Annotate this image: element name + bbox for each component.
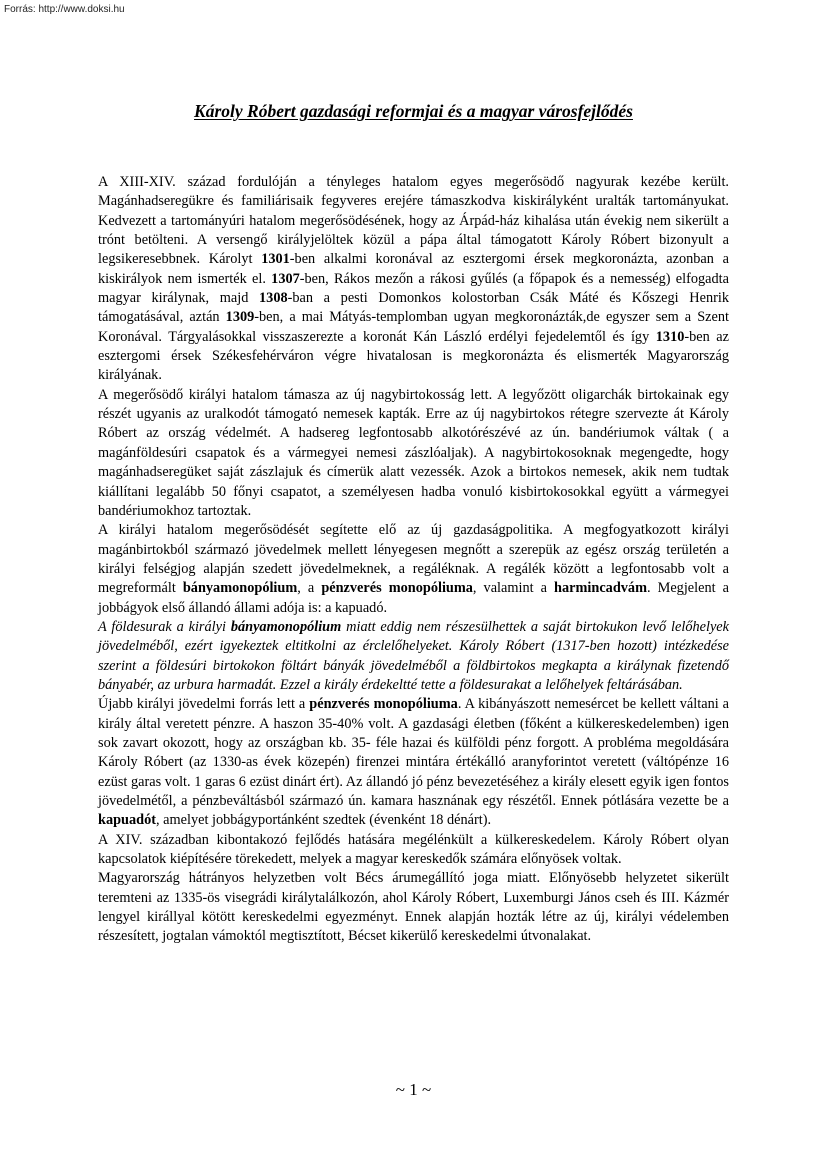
paragraph — [98, 173, 729, 386]
paragraph — [98, 695, 729, 830]
term-penzveres-monopoliuma: pénzverés monopóliuma — [321, 580, 473, 597]
text-run: -ben alkalmi koronával az esztergomi érsek megkoronázta, azonban a kiskirályok nem ismerték el. — [98, 251, 729, 287]
year-1308: 1308 — [259, 290, 288, 307]
paragraph — [98, 521, 729, 618]
text-run: A földesurak a királyi — [98, 618, 231, 635]
text-run: , amelyet jobbágyportánként szedtek (évenként 18 dénárt). — [156, 812, 492, 829]
text-run: -ban a pesti Domonkos kolostorban Csák Máté és Kőszegi Henrik támogatásával, aztán — [98, 290, 729, 326]
text-run: -ben, a mai Mátyás-templomban ugyan megkoronázták,de egyszer sem a Szent Koronával. Tárgyalásokkal visszaszerezte a koronát Kán László erdélyi fejedelemtől és így — [98, 309, 729, 345]
text-run: A XIV. században kibontakozó fejlődés hatására megélénkült a külkereskedelem. Károly Róbert olyan kapcsolatok kiépítésére törekedett, melyek a magyar kereskedők számára előnyösek voltak. — [98, 831, 729, 868]
text-run: Újabb királyi jövedelmi forrás lett a — [98, 696, 310, 713]
text-run: , a — [297, 580, 322, 597]
paragraph — [98, 386, 729, 521]
paragraph-italic — [98, 618, 729, 695]
text-run: A megerősödő királyi hatalom támasza az új nagybirtokosság lett. A legyőzött oligarchák birtokainak egy részét ugyanis az uralkodót támogató nemesek kapták. Erre az új nagybirtokos rétegre szervezte át Károly Róbert az ország védelmét. A hadsereg legfontosabb alkotórészévé az ún. bandériumok váltak ( a magánföldesúri csapatok és a vármegyei nemesi zászlóaljak). A nagybirtokosoknak megengedte, hogy magánhadseregüket saját zászlajuk és címerük alatt vezessék. Azok a birtokos nemesek, akik nem tudtak kiállítani legalább 50 főnyi csapatot, a személyesen hadba vonuló kisbirtokosokkal együtt a vármegyei bandériumokhoz tartoztak. — [98, 386, 729, 519]
page-number: ~ 1 ~ — [395, 1080, 432, 1099]
term-harmincadvam: harmincadvám — [554, 580, 647, 597]
text-run: -ben az esztergomi érsek Székesfehérváron végre hivatalosan is megkoronázta és elismerték Magyarország királyának. — [98, 328, 729, 384]
text-run: -ben, Rákos mezőn a rákosi gyűlés (a főpapok és a nemesség) elfogadta magyar királynak, majd — [98, 270, 729, 307]
text-run: . Megjelent a jobbágyok első állandó állami adója is: a kapuadó. — [98, 580, 729, 616]
term-banyamonopolium: bányamonopólium — [182, 580, 298, 597]
term-kapuado: kapuadót — [98, 812, 157, 829]
paragraph — [98, 831, 729, 870]
text-run: A XIII-XIV. század fordulóján a tényleges hatalom egyes megerősödő nagyurak kezébe került. Magánhadseregükre és familiárisaik fegyveres erejére támaszkodva kiskirályként uralták tartományukat. Kedvezett a tartományúri hatalom megerősödésének, hogy az Árpád-ház kihalása után évekig nem sikerült a trónt betölteni. A versengő királyjelöltek közül a pápa által támogatott Károly Róbert bizonyult a legsikeresebbnek. Károlyt — [98, 174, 729, 268]
year-1301: 1301 — [261, 251, 290, 268]
document-body — [98, 173, 729, 947]
year-1310: 1310 — [655, 328, 685, 345]
year-1307: 1307 — [271, 270, 300, 287]
text-run: . A kibányászott nemesércet be kellett váltani a király által veretett pénzre. A haszon 35-40% volt. A gazdasági életben (főként a külkereskedelemben) igen sok zavart okozott, hogy az országban kb. 35- féle hazai és külföldi pénz forgott. A probléma megoldására Károly Róbert (az 1330-as évek közepén) firenzei mintára értékálló aranyforintot veretett (váltópénze 16 ezüst garas volt. 1 garas 6 ezüst dinárt ért). Az állandó jó pénz bevezetéséhez a király elesett egyik igen fontos jövedelmétől, a pénzbeváltásból származó ún. kamara hasznának egy részétől. Ennek pótlására vezette be a — [98, 696, 730, 809]
term-banyamonopolium: bányamonopólium — [230, 618, 342, 635]
text-run: miatt eddig nem részesülhettek a saját birtokukon levő lelőhelyek jövedelméből, ezért igyekeztek eltitkolni az érclelőhelyeket. Károly Róbert (1317-ben hozott) intézkedése szerint a földesúri birtokokon föltárt bányák jövedelméből a földbirtokos megkapta a királynak fizetendő bányabér, az urbura harmadát. Ezzel a király érdekeltté tette a földesurakat a lelőhelyek feltárásában. — [98, 618, 729, 693]
page-title: Károly Róbert gazdasági reformjai és a magyar városfejlődés — [194, 101, 633, 121]
text-run: A királyi hatalom megerősödését segítette elő az új gazdaságpolitika. A megfogyatkozott királyi magánbirtokból származó jövedelmek mellett lényegesen megnőtt a szerepük az egész ország területén a királyi felségjog alapján szedett jövedelmeknek, a regáléknak. A regálék között a legfontosabb volt a megreformált — [98, 522, 729, 597]
text-run: , valamint a — [472, 580, 555, 597]
text-run: Magyarország hátrányos helyzetben volt Bécs árumegállító joga miatt. Előnyösebb helyzetet sikerült teremteni az 1335-ös visegrádi királytalálkozón, ahol Károly Róbert, Luxemburgi János cseh és III. Kázmér lengyel királlyal kötött kereskedelmi egyezményt. Ennek alapján hozták létre az új, királyi védelemben részesített, jogtalan vámoktól megtisztított, Bécset kikerülő kereskedelmi útvonalakat. — [98, 870, 729, 945]
term-penzveres-monopoliuma: pénzverés monopóliuma — [309, 696, 458, 713]
source-url: Forrás: http://www.doksi.hu — [4, 4, 125, 15]
paragraph — [98, 869, 729, 946]
year-1309: 1309 — [225, 309, 255, 326]
